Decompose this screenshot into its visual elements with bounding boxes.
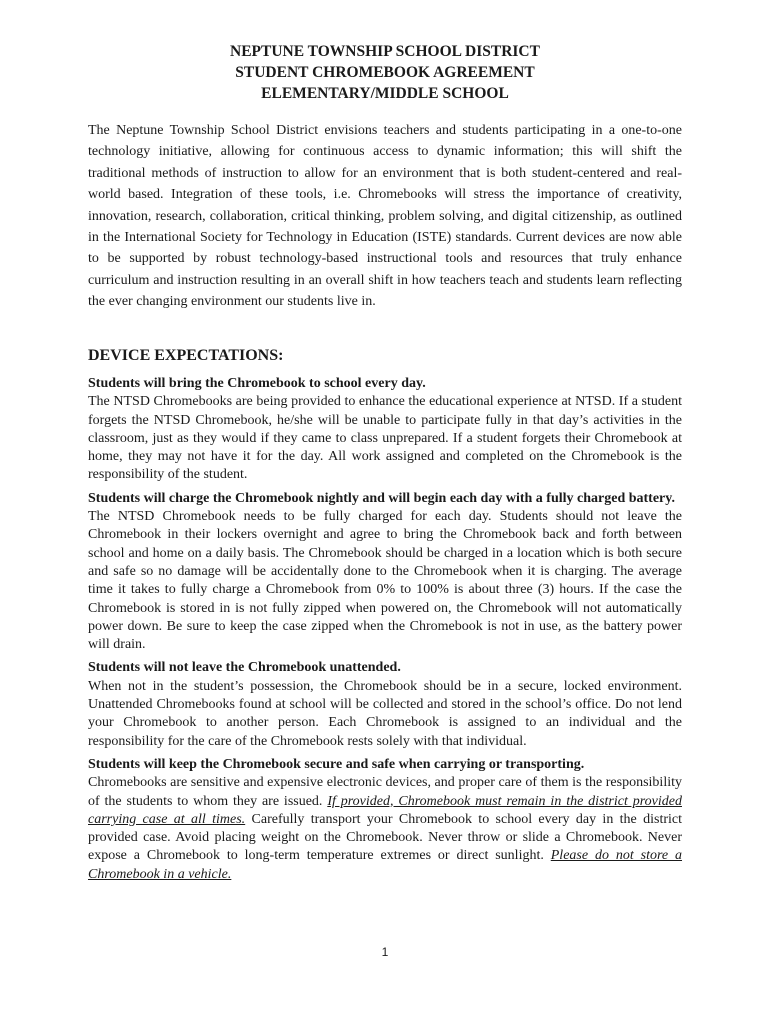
expectation-body [88,774,682,884]
school-level-title: ELEMENTARY/MIDDLE SCHOOL [261,85,509,102]
device-expectations [88,344,682,889]
expectation-body: When not in the student’s possession, the Chromebook should be in a secure, locked environment. Unattended Chromebooks found at school will be collected and stored in the school’s office. Do not lend your Chromebook to another person. Each Chromebook is assigned to an individual and the responsibility for the care of the Chromebook rests solely with that individual. [88,678,682,749]
body-text: Carefully transport your Chromebook to school every day in the district provided case. Avoid placing weight on the Chromebook. Never throw or slide a Chromebook. Never expose a Chromebook to long-term temperature extremes or direct sunlight. [88,811,682,864]
expectation-title: Students will keep the Chromebook secure and safe when carrying or transporting. [88,756,585,772]
expectation-bring-daily [88,375,682,485]
agreement-title: STUDENT CHROMEBOOK AGREEMENT [235,64,535,81]
expectation-charge-nightly [88,490,682,655]
body-text: Chromebooks are sensitive and expensive electronic devices, and proper care of them is the responsibility of the students to whom they are issued. [88,775,682,809]
expectation-body: The NTSD Chromebook needs to be fully charged for each day. Students should not leave the Chromebook in their lockers overnight and agree to bring the Chromebook back and forth between school and home on a daily basis. The Chromebook should be charged in a location which is both secure and safe so no damage will be accidentally done to the Chromebook when it is charging. The average time it takes to fully charge a Chromebook from 0% to 100% is about three (3) hours. If the case the Chromebook is stored in is not fully zipped when powered on, the Chromebook will not automatically power down. Be sure to keep the case zipped when the Chromebook is not in use, as the battery power will drain. [88,509,682,653]
document-header [0,41,770,104]
expectation-title: Students will bring the Chromebook to school every day. [88,376,426,391]
district-title: NEPTUNE TOWNSHIP SCHOOL DISTRICT [230,43,540,60]
section-heading: DEVICE EXPECTATIONS: [88,347,284,364]
expectation-title: Students will not leave the Chromebook unattended. [88,660,401,676]
intro-paragraph: The Neptune Township School District envisions teachers and students participating in a one-to-one technology initiative, allowing for continuous access to dynamic information; this will shift the traditional methods of instruction to allow for an environment that is both student-centered and real-world based. Integration of these tools, i.e. Chromebooks will stress the importance of creativity, innovation, research, collaboration, critical thinking, problem solving, and digital citizenship, as outlined in the International Society for Technology in Education (ISTE) standards. Current devices are now able to be supported by robust technology-based instructional tools and resources that truly enhance curriculum and instruction resulting in an overall shift in how teachers teach and students learn reflecting the ever changing environment our students live in. [88,123,682,310]
expectation-not-unattended [88,659,682,750]
expectation-secure-transport [88,756,682,884]
expectation-body: The NTSD Chromebooks are being provided to enhance the educational experience at NTSD. If a student forgets the NTSD Chromebook, he/she will be unable to participate fully in that day’s activities in the classroom, just as they would if they came to class unprepared. If a student forgets their Chromebook at home, they may not have it for the day. All work assigned and completed on the Chromebook is the responsibility of the student. [88,394,682,483]
page-number: 1 [381,945,389,959]
emphasis-carrying-case: If provided, Chromebook must remain in the district provided carrying case at all times. [88,793,682,827]
emphasis-vehicle: Please do not store a Chromebook in a vehicle. [88,848,683,882]
expectation-title: Students will charge the Chromebook nightly and will begin each day with a fully charged battery. [88,490,676,506]
